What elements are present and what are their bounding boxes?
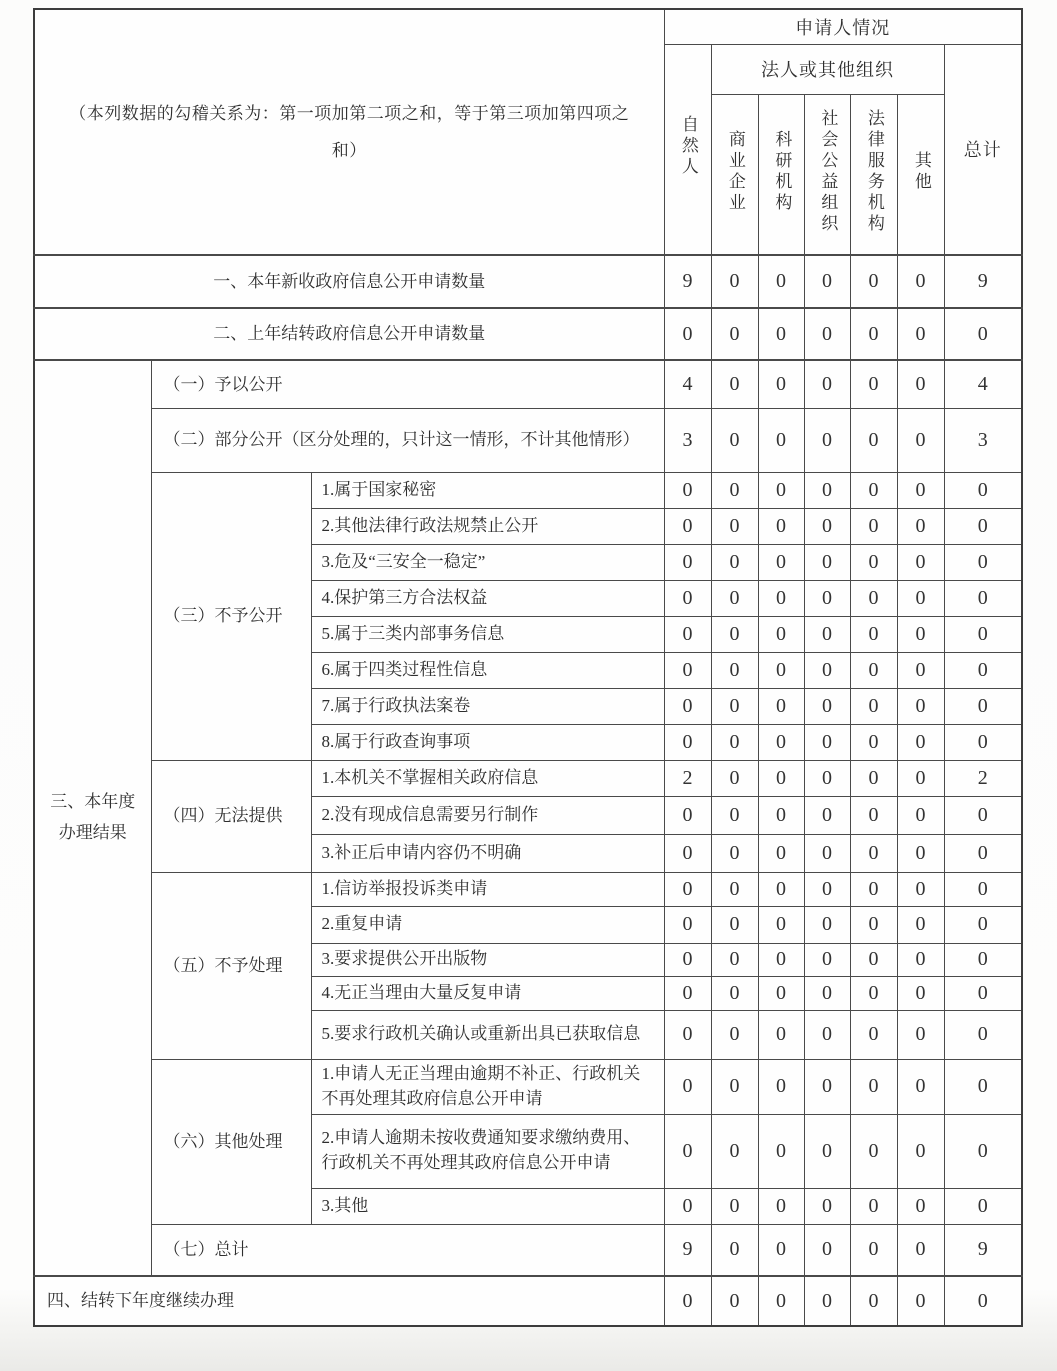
- value-cell: 0: [711, 1010, 758, 1059]
- item-label: 8.属于行政查询事项: [311, 724, 664, 760]
- value-cell: 0: [850, 834, 897, 872]
- value-cell: 0: [944, 872, 1022, 906]
- value-cell: 0: [897, 508, 944, 544]
- item-label: 7.属于行政执法案卷: [311, 688, 664, 724]
- value-cell: 0: [711, 724, 758, 760]
- item-label: 1.本机关不掌握相关政府信息: [311, 760, 664, 796]
- row-label-carry-to-next-year: 四、结转下年度继续办理: [34, 1276, 664, 1326]
- value-cell: 2: [944, 760, 1022, 796]
- value-cell: 0: [758, 976, 804, 1010]
- value-cell: 0: [944, 1114, 1022, 1188]
- value-cell: 0: [804, 616, 850, 652]
- value-cell: 0: [664, 308, 711, 360]
- value-cell: 0: [758, 308, 804, 360]
- value-cell: 0: [758, 760, 804, 796]
- disclosure-statistics-table: [33, 8, 1023, 1327]
- item-label: 1.属于国家秘密: [311, 472, 664, 508]
- value-cell: 0: [850, 255, 897, 308]
- value-cell: 0: [897, 308, 944, 360]
- value-cell: 0: [711, 796, 758, 834]
- value-cell: 0: [897, 408, 944, 472]
- value-cell: 3: [664, 408, 711, 472]
- value-cell: 0: [804, 255, 850, 308]
- column-header-label: 社会公益组织: [818, 108, 838, 235]
- value-cell: 0: [944, 652, 1022, 688]
- column-header-social-welfare-org: [804, 94, 850, 255]
- table-row: [34, 760, 1022, 796]
- value-cell: 0: [897, 872, 944, 906]
- item-label: 5.要求行政机关确认或重新出具已获取信息: [311, 1010, 664, 1059]
- value-cell: 0: [897, 1276, 944, 1326]
- value-cell: 0: [758, 1276, 804, 1326]
- value-cell: 0: [897, 616, 944, 652]
- value-cell: 4: [664, 360, 711, 408]
- value-cell: 0: [758, 1224, 804, 1276]
- value-cell: 0: [664, 943, 711, 976]
- value-cell: 0: [897, 943, 944, 976]
- table-row: [34, 308, 1022, 360]
- value-cell: 0: [664, 724, 711, 760]
- value-cell: 3: [944, 408, 1022, 472]
- value-cell: 0: [664, 906, 711, 943]
- value-cell: 0: [711, 1188, 758, 1224]
- row-label-carried-over: 二、上年结转政府信息公开申请数量: [34, 308, 664, 360]
- value-cell: 0: [664, 796, 711, 834]
- value-cell: 0: [804, 1276, 850, 1326]
- value-cell: 0: [758, 360, 804, 408]
- item-label: 2.没有现成信息需要另行制作: [311, 796, 664, 834]
- table-row: [34, 1276, 1022, 1326]
- value-cell: 0: [850, 616, 897, 652]
- item-label: 5.属于三类内部事务信息: [311, 616, 664, 652]
- value-cell: 0: [897, 796, 944, 834]
- value-cell: 0: [850, 760, 897, 796]
- value-cell: 0: [897, 1224, 944, 1276]
- value-cell: 0: [804, 508, 850, 544]
- table-row: [34, 1059, 1022, 1114]
- value-cell: 0: [944, 796, 1022, 834]
- sub-label-granted: （一）予以公开: [151, 360, 664, 408]
- header-applicant-status: 申请人情况: [664, 9, 1022, 44]
- value-cell: 0: [711, 255, 758, 308]
- value-cell: 0: [711, 308, 758, 360]
- value-cell: 0: [804, 360, 850, 408]
- value-cell: 0: [711, 976, 758, 1010]
- value-cell: 0: [664, 976, 711, 1010]
- value-cell: 0: [897, 472, 944, 508]
- header-legal-or-other-org: 法人或其他组织: [711, 44, 944, 94]
- value-cell: 0: [711, 906, 758, 943]
- value-cell: 0: [711, 1059, 758, 1114]
- value-cell: 0: [711, 834, 758, 872]
- value-cell: 0: [664, 472, 711, 508]
- value-cell: 0: [711, 544, 758, 580]
- section-label-annual-results: 三、本年度办理结果: [34, 360, 151, 1276]
- value-cell: 9: [944, 255, 1022, 308]
- value-cell: 0: [944, 906, 1022, 943]
- value-cell: 0: [664, 616, 711, 652]
- value-cell: 0: [897, 760, 944, 796]
- value-cell: 0: [804, 834, 850, 872]
- value-cell: 0: [944, 616, 1022, 652]
- value-cell: 9: [664, 255, 711, 308]
- value-cell: 0: [897, 1114, 944, 1188]
- value-cell: 0: [711, 652, 758, 688]
- value-cell: 0: [897, 834, 944, 872]
- value-cell: 0: [804, 408, 850, 472]
- value-cell: 0: [804, 872, 850, 906]
- value-cell: 0: [711, 943, 758, 976]
- value-cell: 0: [804, 976, 850, 1010]
- table-row: [34, 1224, 1022, 1276]
- value-cell: 0: [897, 360, 944, 408]
- value-cell: 0: [850, 1114, 897, 1188]
- value-cell: 0: [711, 508, 758, 544]
- value-cell: 0: [758, 508, 804, 544]
- column-header-label: 其他: [911, 150, 931, 193]
- value-cell: 0: [850, 1276, 897, 1326]
- table-row: [34, 472, 1022, 508]
- value-cell: 0: [850, 1059, 897, 1114]
- value-cell: 0: [850, 580, 897, 616]
- reconciliation-note: （本列数据的勾稽关系为：第一项加第二项之和，等于第三项加第四项之和）: [34, 9, 664, 255]
- value-cell: 0: [944, 1188, 1022, 1224]
- value-cell: 0: [897, 1188, 944, 1224]
- column-header-label: 法律服务机构: [864, 108, 884, 235]
- value-cell: 0: [711, 1224, 758, 1276]
- value-cell: 0: [850, 1010, 897, 1059]
- value-cell: 0: [944, 544, 1022, 580]
- value-cell: 0: [850, 544, 897, 580]
- item-label: 1.信访举报投诉类申请: [311, 872, 664, 906]
- value-cell: 0: [944, 1276, 1022, 1326]
- value-cell: 0: [944, 308, 1022, 360]
- value-cell: 0: [758, 906, 804, 943]
- item-label: 4.无正当理由大量反复申请: [311, 976, 664, 1010]
- value-cell: 2: [664, 760, 711, 796]
- value-cell: 0: [850, 508, 897, 544]
- value-cell: 0: [850, 976, 897, 1010]
- value-cell: 0: [944, 508, 1022, 544]
- value-cell: 0: [711, 408, 758, 472]
- value-cell: 4: [944, 360, 1022, 408]
- value-cell: 0: [897, 255, 944, 308]
- item-label: 3.补正后申请内容仍不明确: [311, 834, 664, 872]
- value-cell: 0: [804, 1010, 850, 1059]
- column-header-label: 自然人: [678, 115, 698, 179]
- value-cell: 0: [850, 796, 897, 834]
- value-cell: 0: [804, 688, 850, 724]
- value-cell: 0: [850, 472, 897, 508]
- value-cell: 0: [758, 688, 804, 724]
- value-cell: 0: [897, 544, 944, 580]
- value-cell: 0: [804, 1114, 850, 1188]
- value-cell: 0: [804, 1224, 850, 1276]
- item-label: 3.其他: [311, 1188, 664, 1224]
- value-cell: 0: [804, 652, 850, 688]
- item-label: 4.保护第三方合法权益: [311, 580, 664, 616]
- value-cell: 0: [711, 360, 758, 408]
- value-cell: 0: [758, 1010, 804, 1059]
- value-cell: 0: [897, 652, 944, 688]
- value-cell: 0: [758, 255, 804, 308]
- value-cell: 0: [850, 360, 897, 408]
- value-cell: 0: [664, 1276, 711, 1326]
- sub-label-section-total: （七）总计: [151, 1224, 664, 1276]
- value-cell: 0: [804, 580, 850, 616]
- value-cell: 0: [804, 724, 850, 760]
- sub-label-denied: （三）不予公开: [151, 472, 311, 760]
- value-cell: 0: [758, 1188, 804, 1224]
- item-label: 3.要求提供公开出版物: [311, 943, 664, 976]
- value-cell: 9: [664, 1224, 711, 1276]
- value-cell: 0: [850, 308, 897, 360]
- item-label: 3.危及“三安全一稳定”: [311, 544, 664, 580]
- value-cell: 0: [664, 544, 711, 580]
- value-cell: 0: [664, 1059, 711, 1114]
- value-cell: 0: [850, 1224, 897, 1276]
- value-cell: 0: [897, 1010, 944, 1059]
- value-cell: 0: [758, 580, 804, 616]
- column-header-label: 商业企业: [725, 129, 745, 214]
- value-cell: 0: [897, 724, 944, 760]
- value-cell: 0: [897, 1059, 944, 1114]
- value-cell: 0: [944, 943, 1022, 976]
- value-cell: 0: [850, 1188, 897, 1224]
- value-cell: 0: [850, 943, 897, 976]
- table-row: [34, 9, 1022, 44]
- value-cell: 0: [850, 906, 897, 943]
- column-header-research-institution: [758, 94, 804, 255]
- value-cell: 0: [804, 472, 850, 508]
- value-cell: 0: [804, 1059, 850, 1114]
- value-cell: 0: [664, 652, 711, 688]
- value-cell: 0: [804, 308, 850, 360]
- value-cell: 0: [804, 943, 850, 976]
- column-header-natural-person: [664, 44, 711, 255]
- value-cell: 0: [711, 472, 758, 508]
- value-cell: 0: [804, 760, 850, 796]
- value-cell: 0: [664, 1114, 711, 1188]
- value-cell: 0: [804, 1188, 850, 1224]
- column-header-other: [897, 94, 944, 255]
- value-cell: 0: [944, 976, 1022, 1010]
- value-cell: 0: [758, 1059, 804, 1114]
- value-cell: 0: [758, 724, 804, 760]
- sub-label-unable-to-provide: （四）无法提供: [151, 760, 311, 872]
- value-cell: 0: [944, 1059, 1022, 1114]
- value-cell: 0: [944, 580, 1022, 616]
- value-cell: 0: [944, 472, 1022, 508]
- value-cell: 0: [804, 796, 850, 834]
- sub-label-partially-granted: （二）部分公开（区分处理的，只计这一情形，不计其他情形）: [151, 408, 664, 472]
- item-label: 2.重复申请: [311, 906, 664, 943]
- value-cell: 0: [711, 1276, 758, 1326]
- value-cell: 9: [944, 1224, 1022, 1276]
- value-cell: 0: [850, 652, 897, 688]
- value-cell: 0: [711, 616, 758, 652]
- value-cell: 0: [897, 906, 944, 943]
- value-cell: 0: [664, 1010, 711, 1059]
- item-label: 2.其他法律行政法规禁止公开: [311, 508, 664, 544]
- value-cell: 0: [758, 796, 804, 834]
- value-cell: 0: [758, 943, 804, 976]
- value-cell: 0: [897, 580, 944, 616]
- column-header-total: 总计: [944, 44, 1022, 255]
- value-cell: 0: [944, 724, 1022, 760]
- value-cell: 0: [850, 408, 897, 472]
- item-label: 6.属于四类过程性信息: [311, 652, 664, 688]
- row-label-new-received: 一、本年新收政府信息公开申请数量: [34, 255, 664, 308]
- value-cell: 0: [664, 580, 711, 616]
- value-cell: 0: [758, 872, 804, 906]
- value-cell: 0: [758, 616, 804, 652]
- value-cell: 0: [664, 688, 711, 724]
- value-cell: 0: [897, 688, 944, 724]
- value-cell: 0: [944, 834, 1022, 872]
- table-row: [34, 408, 1022, 472]
- sub-label-other-handling: （六）其他处理: [151, 1059, 311, 1224]
- value-cell: 0: [758, 1114, 804, 1188]
- value-cell: 0: [850, 872, 897, 906]
- value-cell: 0: [804, 906, 850, 943]
- value-cell: 0: [758, 472, 804, 508]
- item-label: 1.申请人无正当理由逾期不补正、行政机关不再处理其政府信息公开申请: [311, 1059, 664, 1114]
- value-cell: 0: [850, 724, 897, 760]
- value-cell: 0: [664, 1188, 711, 1224]
- value-cell: 0: [897, 976, 944, 1010]
- value-cell: 0: [664, 508, 711, 544]
- value-cell: 0: [711, 688, 758, 724]
- value-cell: 0: [758, 834, 804, 872]
- value-cell: 0: [711, 872, 758, 906]
- table-row: [34, 872, 1022, 906]
- value-cell: 0: [850, 688, 897, 724]
- value-cell: 0: [758, 544, 804, 580]
- value-cell: 0: [664, 872, 711, 906]
- column-header-label: 科研机构: [772, 129, 792, 214]
- column-header-legal-service-org: [850, 94, 897, 255]
- value-cell: 0: [711, 580, 758, 616]
- value-cell: 0: [664, 834, 711, 872]
- value-cell: 0: [711, 760, 758, 796]
- value-cell: 0: [944, 1010, 1022, 1059]
- value-cell: 0: [758, 408, 804, 472]
- item-label: 2.申请人逾期未按收费通知要求缴纳费用、行政机关不再处理其政府信息公开申请: [311, 1114, 664, 1188]
- value-cell: 0: [711, 1114, 758, 1188]
- value-cell: 0: [944, 688, 1022, 724]
- sub-label-not-processed: （五）不予处理: [151, 872, 311, 1059]
- table-row: [34, 360, 1022, 408]
- table-row: [34, 255, 1022, 308]
- column-header-commercial-enterprise: [711, 94, 758, 255]
- value-cell: 0: [804, 544, 850, 580]
- value-cell: 0: [758, 652, 804, 688]
